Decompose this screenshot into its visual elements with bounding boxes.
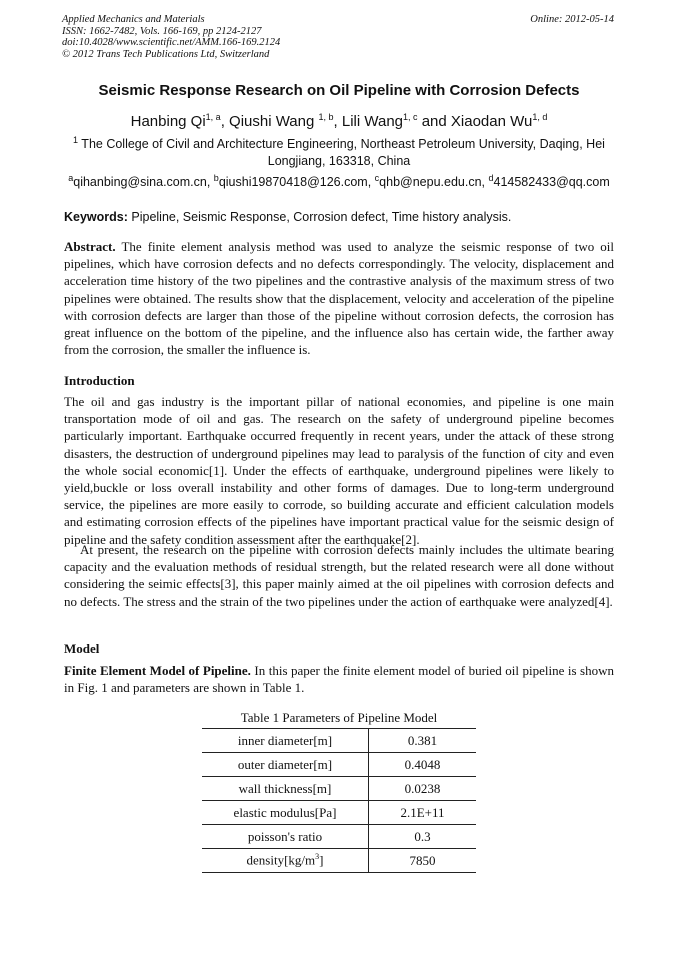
table-row — [202, 849, 476, 873]
table-cell-value: 2.1E+11 — [369, 801, 477, 825]
table-row — [202, 825, 476, 849]
table-row — [202, 729, 476, 753]
author-name: Hanbing Qi — [130, 113, 206, 130]
keywords-label: Keywords: — [64, 210, 128, 224]
doi-line: doi:10.4028/www.scientific.net/AMM.166-169.2124 — [62, 37, 281, 48]
email-link[interactable]: 414582433@qq.com — [493, 175, 610, 189]
table-row — [202, 801, 476, 825]
abstract — [64, 238, 614, 358]
table-cell-value: 0.0238 — [369, 777, 477, 801]
table-cell-param: poisson's ratio — [202, 825, 369, 849]
email-link[interactable]: qhb@nepu.edu.cn, — [379, 175, 489, 189]
email-list — [0, 172, 678, 189]
journal-header — [62, 14, 280, 60]
abstract-text: The finite element analysis method was used to analyze the seismic response of two oil pipelines, which have corrosion defects and no defects correspondingly. The velocity, displacement and acceleration time history of the two pipelines and the contrastive analysis of the maximum stress of two pipelines were obtained. The results show that the displacement, velocity and acceleration of the pipeline with corrosion defects are larger than those of the pipeline without corrosion defects, the corrosion has great influence on the bottom of the pipeline, and the influence also has certain wide, the farther away from the corrosion, the smaller the influence is. — [64, 239, 614, 358]
affiliation-sup: 1 — [73, 134, 79, 145]
author-name: , Lili Wang — [333, 113, 404, 130]
author-sup: 1, c — [403, 112, 418, 122]
table-cell-param: inner diameter[m] — [202, 729, 369, 753]
table-cell-value: 7850 — [369, 849, 477, 873]
email-link[interactable]: qihanbing@sina.com.cn, — [73, 175, 214, 189]
table-caption: Table 1 Parameters of Pipeline Model — [240, 710, 438, 725]
table-cell-param: wall thickness[m] — [202, 777, 369, 801]
fem-label: Finite Element Model of Pipeline. — [64, 663, 251, 678]
table-grid — [202, 728, 476, 873]
author-sup: 1, a — [205, 112, 221, 122]
copyright-line: © 2012 Trans Tech Publications Ltd, Switzerland — [62, 48, 270, 60]
table-cell-value: 0.4048 — [369, 753, 477, 777]
author-sup: 1, d — [532, 112, 548, 122]
email-sup: c — [374, 172, 380, 183]
table-row — [202, 777, 476, 801]
affiliation-text: The College of Civil and Architecture Engineering, Northeast Petroleum University, Daqing, Hei Longjiang, 163318, China — [78, 137, 605, 168]
email-sup: d — [488, 172, 494, 183]
paper-title: Seismic Response Research on Oil Pipeline with Corrosion Defects — [98, 82, 580, 99]
keywords-text: Pipeline, Seismic Response, Corrosion defect, Time history analysis. — [127, 210, 512, 224]
model-heading: Model — [64, 641, 100, 656]
table-cell-param: elastic modulus[Pa] — [202, 801, 369, 825]
author-name: , Qiushi Wang — [220, 113, 319, 130]
table-cell-value: 0.3 — [369, 825, 477, 849]
table-cell-param — [202, 849, 369, 873]
param-text: density[kg/m — [246, 852, 316, 868]
affiliation — [64, 136, 614, 170]
fem-text: In this paper the finite element model of buried oil pipeline is shown in Fig. 1 and parameters are shown in Table 1. — [64, 663, 614, 696]
journal-name: Applied Mechanics and Materials — [62, 14, 205, 25]
param-text-end: ] — [319, 852, 324, 868]
parameters-table — [202, 710, 476, 873]
table-cell-value: 0.381 — [369, 729, 477, 753]
keywords — [64, 210, 614, 224]
table-row — [202, 753, 476, 777]
introduction-paragraph-1: The oil and gas industry is the important pillar of national economies, and pipeline is one main transportation mode of oil and gas. The research on the safety of underground pipeline becomes particularly important. Earthquake occurred frequently in recent years, under the attack of these strong disasters, the destruction of underground pipelines may lead to paralysis of the function of city and even the whole social economic[1]. Under the effects of earthquake, underground pipelines were likely to yield,buckle or loss overall instability and other forms of damages. Due to long-term underground service, the pipelines are more easily to corrode, so building accurate and efficient calculation models and estimating corrosion effects of the pipelines have important practical value for the seismic design of pipeline and the safety condition assessment after the earthquake[2]. — [64, 394, 614, 547]
table-cell-param: outer diameter[m] — [202, 753, 369, 777]
introduction-heading: Introduction — [64, 373, 135, 388]
fem-paragraph — [64, 662, 614, 696]
email-sup: a — [68, 172, 74, 183]
abstract-label: Abstract. — [64, 239, 116, 254]
email-sup: b — [213, 172, 219, 183]
author-sup: 1, b — [318, 112, 334, 122]
introduction-paragraph-2: At present, the research on the pipeline with corrosion defects mainly includes the ultimate bearing capacity and the evaluation methods of residual strength, but the related research were all done without considering the seimic effects[3], this paper mainly aimed at the oil pipelines with corrosion defects and no defects. The stress and the strain of the two pipelines under the action of earthquake were analyzed[4]. — [64, 542, 614, 609]
issn-line: ISSN: 1662-7482, Vols. 166-169, pp 2124-2127 — [62, 25, 262, 37]
email-link[interactable]: qiushi19870418@126.com, — [218, 175, 375, 189]
online-date: Online: 2012-05-14 — [530, 14, 614, 25]
author-list — [0, 113, 678, 130]
param-sup: 3 — [315, 852, 320, 862]
author-name: and Xiaodan Wu — [417, 113, 533, 130]
